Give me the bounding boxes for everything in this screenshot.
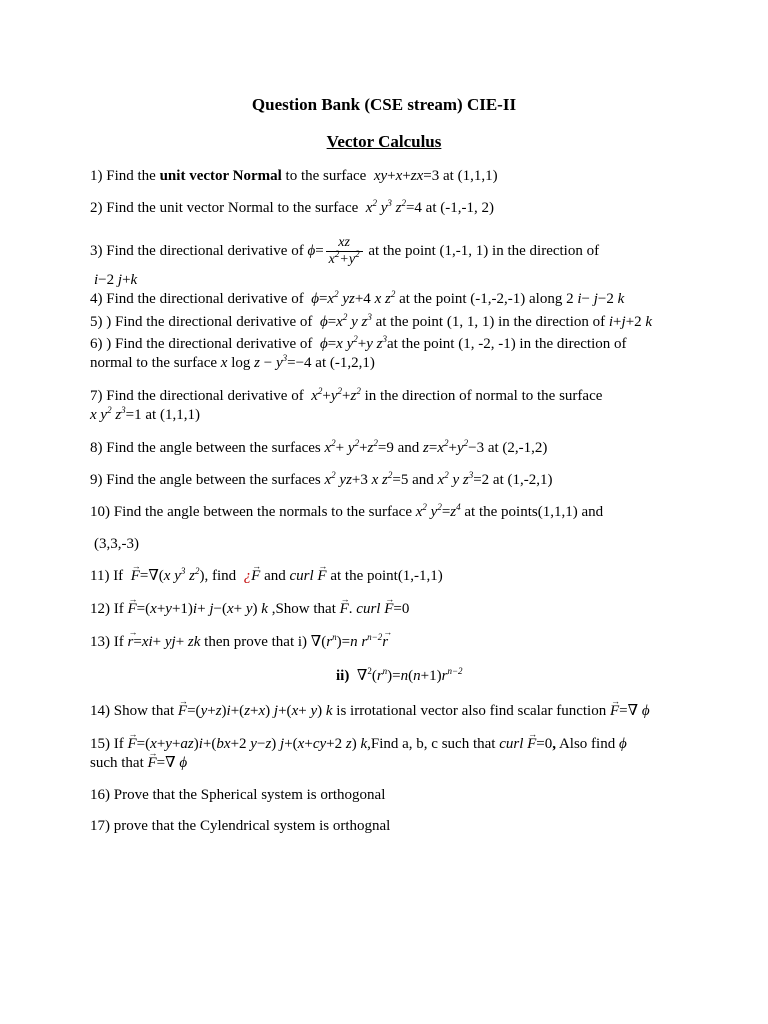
question-14: 14) Show that → F=(y+z)i+(z+x) j+(x+ y) k is irrotational vector also find scalar function → F=∇ ϕ [90,702,690,720]
q11-point: at the point(1,-1,1) [326,568,443,584]
q15-text: 15) If [90,736,128,752]
q13-text-2: then prove that i) [200,634,311,650]
q8-point: at (2,-1,2) [484,440,548,456]
q9-point: at (1,-2,1) [489,472,553,488]
q2-point: at (-1,-1, 2) [421,200,494,216]
question-5: 5) ) Find the directional derivative of $\phi=x^2$ y $z^3$ at the point (1, 1, 1) in the direction of i+j+2 k [90,312,653,330]
q15-text-3: Also find [556,736,619,752]
q13-part-label: ii) [336,668,350,684]
question-6: 6) ) Find the directional derivative of ϕ=x $y^2+y$ $z^3at$ the point (1, -2, -1) in the direction of [90,334,627,352]
question-15-line-2: such that → F=∇ ϕ [90,754,690,772]
q11-text-2: , find [204,568,240,584]
question-15: 15) If → F=(x+y+az)i+(bx+2 y−z) j+(x+cy+2 z) k,Find a, b, c such that curl → F=0, Also find ϕ [90,735,690,753]
question-6-line-2: normal to the surface x $\log z - y^3=-4$ at (-1,2,1) [90,353,375,371]
q1-point: at (1,1,1) [439,168,498,184]
question-9: 9) Find the angle between the surfaces $x^2$ yz+3 x $z^2=5$ and $x^2$ y $z^3=2$ at (1,-2,1) [90,470,553,488]
question-2: 2) Find the unit vector Normal to the surface $x^2$ $y^3$ $z^2=4$ at (-1,-1, 2) [90,198,494,216]
q3-text-2: at the point (1,-1, 1) in the direction of [364,242,600,259]
question-13: 13) If → r=xi+ yj+ zk then prove that i) $\nabla(r^n)=n$ $r^{n-2}\to r$ [90,633,690,651]
q10-text: 10) Find the angle between the normals to the surface [90,504,416,520]
question-3: 3) Find the directional derivative of ϕ= $\frac{xz}{x^2+y^2}$ at the point (1,-1, 1) in the direction of [90,235,600,267]
q3-text: 3) Find the directional derivative of [90,242,308,259]
q1-text: 1) Find the [90,168,160,184]
q6-text-2: at the point (1, -2, -1) in the direction of [386,336,627,352]
question-11: 11) If → F=∇(x $y^3$ $z^2$), find ¿→ F and curl → F at the point(1,-1,1) [90,567,690,585]
question-10-line-2: (3,3,-3) [94,536,139,552]
question-4: 4) Find the directional derivative of $\phi=x^2$ yz+4 x $z^2$ at the point (-1,-2,-1) along 2 i− j−2 k [90,289,625,307]
q14-text: 14) Show that [90,703,178,719]
q2-text: 2) Find the unit vector Normal to the surface [90,200,359,216]
q12-text-2: ,Show that [267,601,340,617]
q7-text-2: in the direction of normal to the surface [360,388,603,404]
q9-text: 9) Find the angle between the surfaces [90,472,325,488]
q4-text: 4) Find the directional derivative of [90,291,304,307]
q8-text: 8) Find the angle between the surfaces [90,440,325,456]
question-17: 17) prove that the Cylendrical system is orthognal [90,818,391,834]
question-7: 7) Find the directional derivative of $x^2+y^2+z^2$ in the direction of normal to the surface [90,386,603,404]
q3-fraction: $\frac{xz}{x^2+y^2}$ [326,235,363,268]
q5-text-2: at the point (1, 1, 1) in the direction of [371,314,609,330]
q7-point: at (1,1,1) [141,407,200,423]
q12-text: 12) If [90,601,128,617]
q11-text-3: and [260,568,290,584]
q9-text-2: and [408,472,438,488]
question-10: 10) Find the angle between the normals to the surface $x^2$ $y^2=z^4$ at the points(1,1,1) and [90,502,604,520]
q4-text-2: at the point (-1,-2,-1) along [395,291,567,307]
section-title: Vector Calculus [326,132,442,151]
q6-text: 6) ) Find the directional derivative of [90,336,313,352]
q10-text-2: at the points(1,1,1) and [460,504,604,520]
q6-text-3: normal to the surface [90,355,218,371]
question-7-line-2: x $y^2$ $z^3=1$ at (1,1,1) [90,405,200,423]
question-16: 16) Prove that the Spherical system is orthogonal [90,787,386,803]
question-12: 12) If → F=(x+y+1)i+ j−(x+ y) k ,Show that → F. curl → F=0 [90,600,690,618]
q2-formula: $x^2$ $y^3$ $z^2$ [365,198,406,216]
page-title: Question Bank (CSE stream) CIE-II [251,95,517,114]
q7-text: 7) Find the directional derivative of [90,388,304,404]
q11-text: 11) If [90,568,127,584]
question-8: 8) Find the angle between the surfaces $x^2+ y^2+z^2=9$ and $z=x^2+y^2-3$ at (2,-1,2) [90,438,548,456]
q13-text: 13) If [90,634,128,650]
q8-text-2: and [393,440,424,456]
question-1: 1) Find the unit vector Normal to the surface xy+x+zx=3 at (1,1,1) [90,168,498,184]
q14-text-2: is irrotational vector also find scalar function [332,703,610,719]
q15-text-4: such that [90,755,148,771]
q1-formula: xy [373,168,388,184]
q15-text-2: ,Find a, b, c such that [367,736,500,752]
q15-bold: , [552,736,557,752]
question-13-part-2: ii) $\nabla^2(r^n)=n(n+1)r^{n-2}$ [336,666,463,684]
q6-point: at (-1,2,1) [311,355,375,371]
q5-text: 5) ) Find the directional derivative of [90,314,313,330]
q1-text-2: to the surface [281,168,367,184]
q3-direction: i−2 j+k [94,272,138,288]
q1-bold: unit vector Normal [159,168,282,184]
